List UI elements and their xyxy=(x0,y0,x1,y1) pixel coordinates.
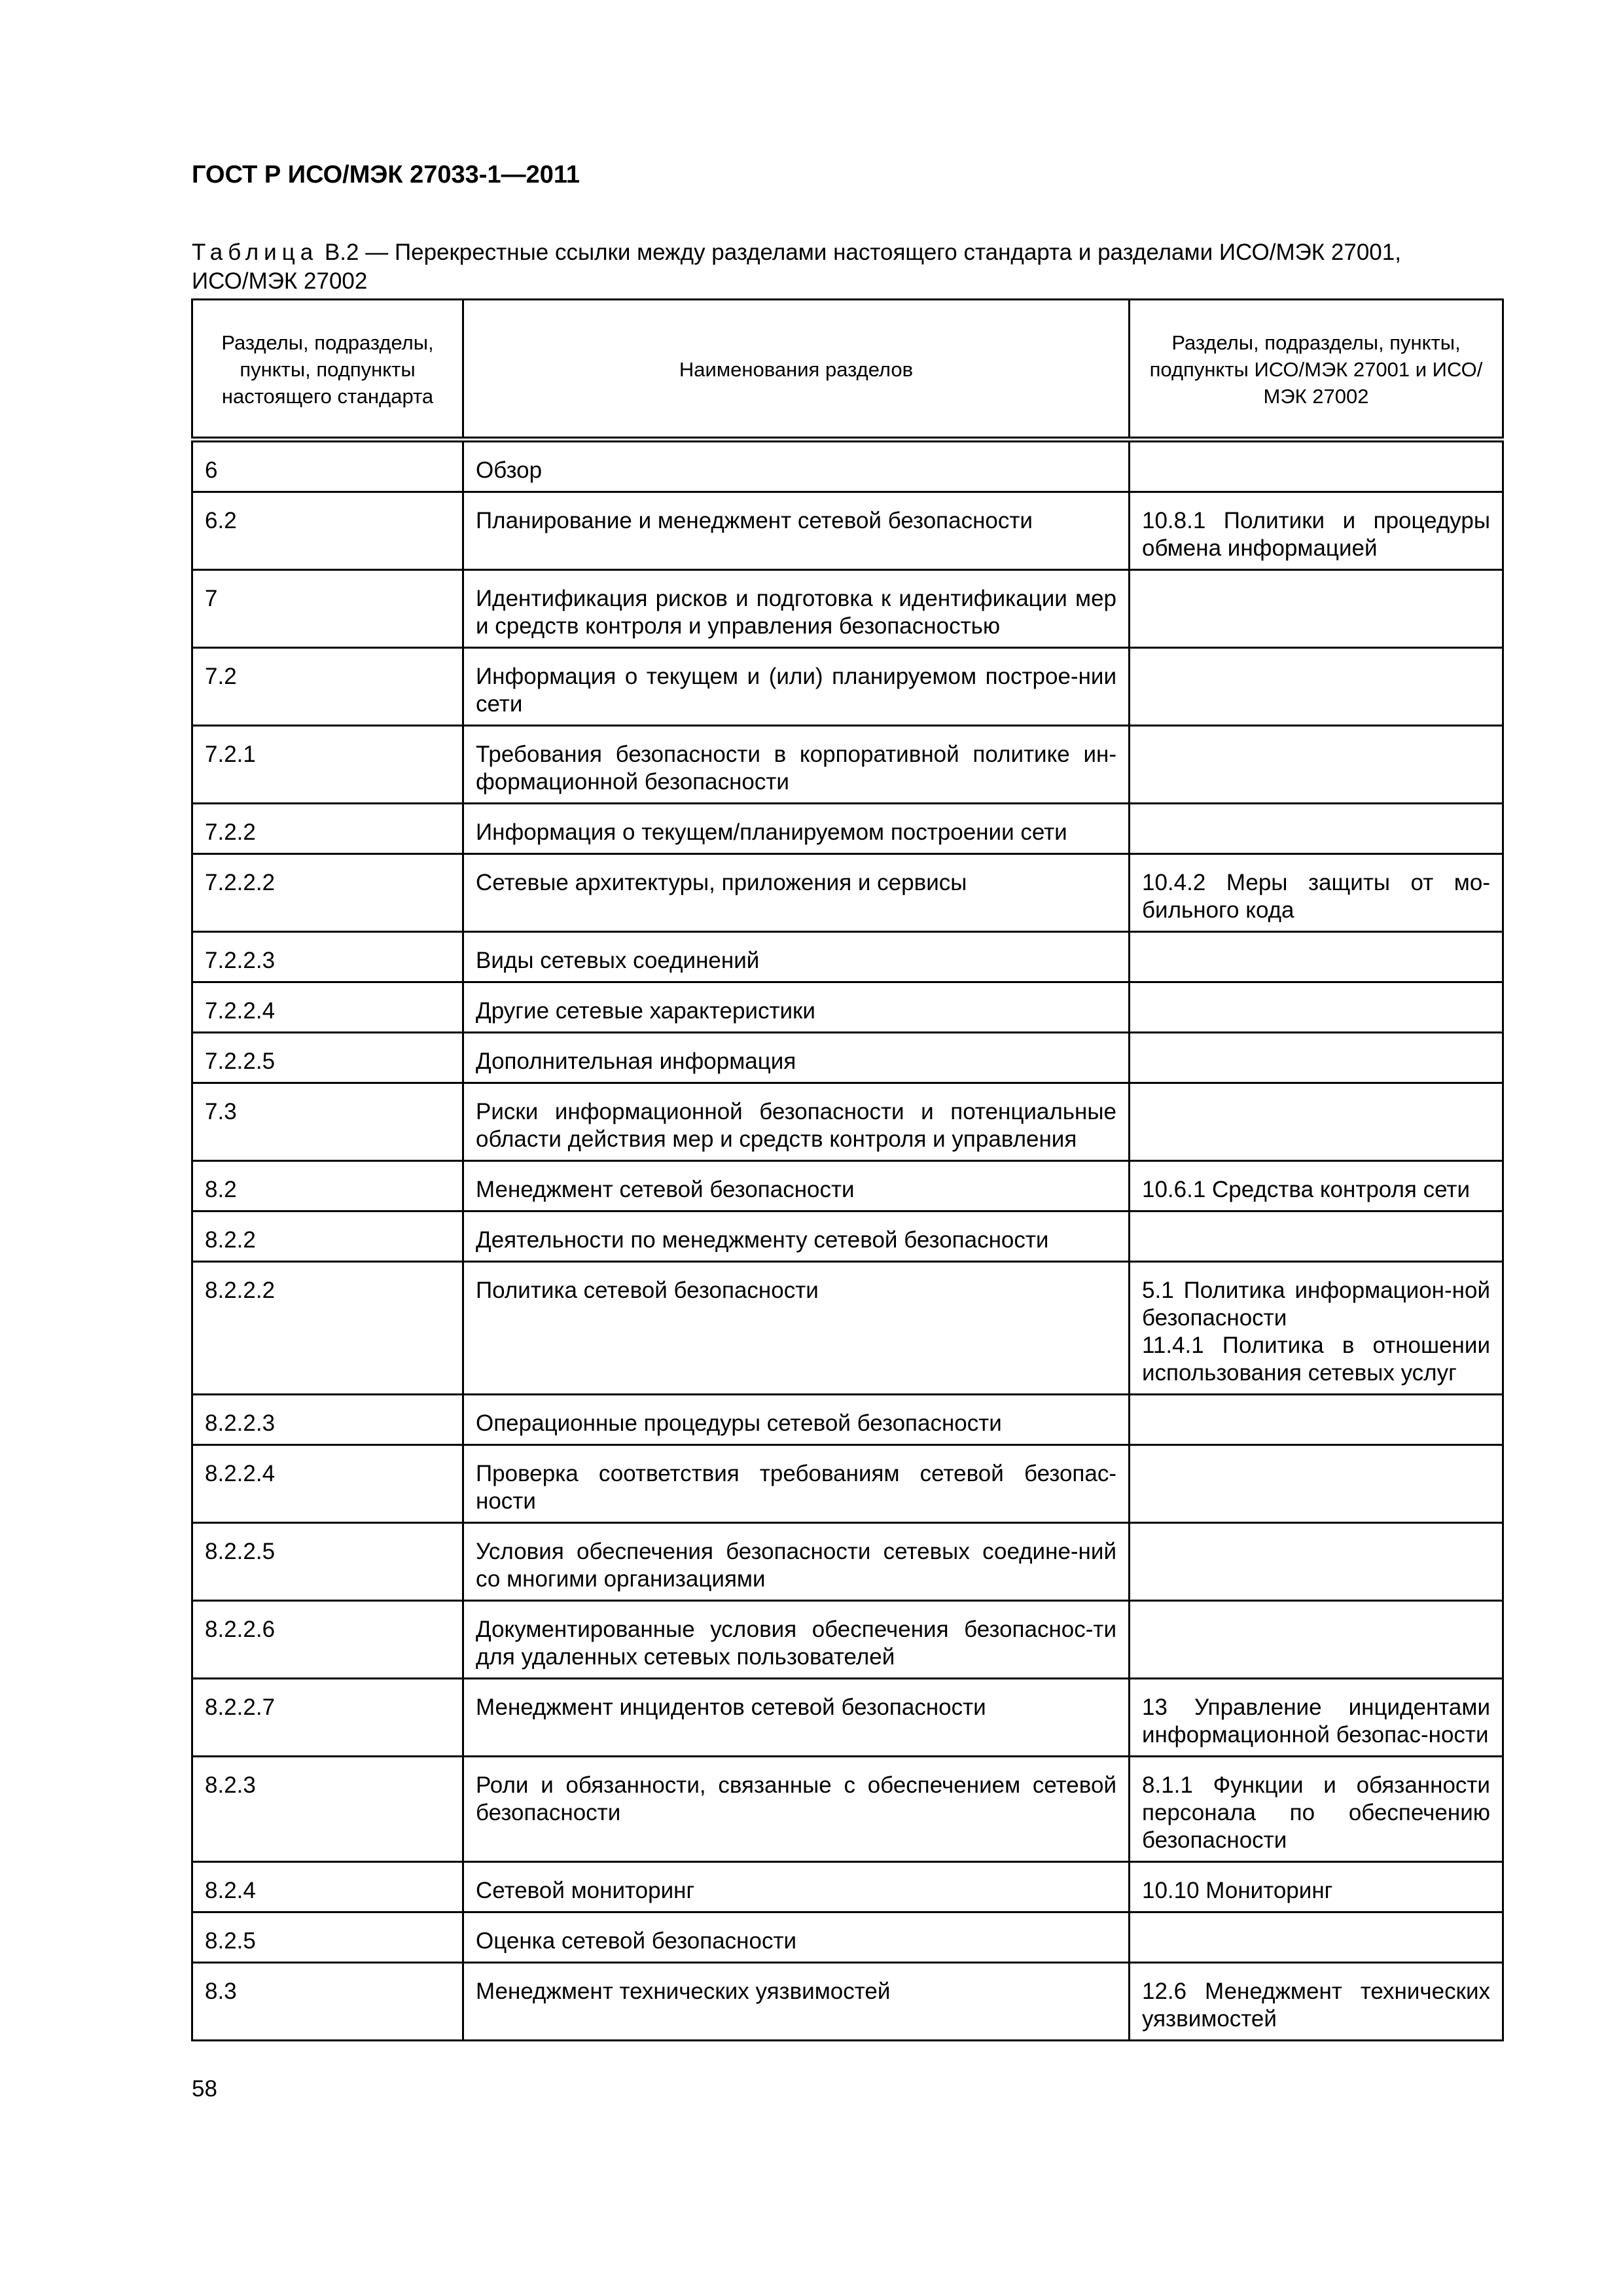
reference-text: 13 Управление инцидентами информационной безопас-ности xyxy=(1142,1695,1490,1748)
section-name-cell: Политика сетевой безопасности xyxy=(463,1262,1130,1395)
reference-cell xyxy=(1130,1161,1503,1211)
section-number-cell: 8.3 xyxy=(192,1963,463,2041)
section-number-cell: 7.2.1 xyxy=(192,726,463,804)
table-row xyxy=(192,492,1503,570)
table-row xyxy=(192,932,1503,982)
table-body xyxy=(192,440,1503,2041)
section-name-cell: Виды сетевых соединений xyxy=(463,932,1130,982)
reference-cell xyxy=(1130,1033,1503,1083)
section-number-cell: 8.2.4 xyxy=(192,1862,463,1912)
reference-text-secondary: 11.4.1 Политика в отношении использования сетевых услуг xyxy=(1142,1333,1490,1386)
reference-cell xyxy=(1130,1963,1503,2041)
section-number-cell: 7.2.2.5 xyxy=(192,1033,463,1083)
section-name-cell: Условия обеспечения безопасности сетевых соедине-ний со многими организациями xyxy=(463,1523,1130,1601)
section-number-cell: 8.2.2.5 xyxy=(192,1523,463,1601)
reference-cell xyxy=(1130,854,1503,932)
section-number-cell: 8.2.2.4 xyxy=(192,1445,463,1523)
reference-cell xyxy=(1130,440,1503,492)
section-name-cell: Менеджмент технических уязвимостей xyxy=(463,1963,1130,2041)
reference-cell xyxy=(1130,1757,1503,1862)
section-number-cell: 7.2.2.4 xyxy=(192,982,463,1033)
section-name-cell: Менеджмент инцидентов сетевой безопасности xyxy=(463,1679,1130,1757)
table-caption-text: В.2 — Перекрестные ссылки между разделами настоящего стандарта и разделами ИСО/МЭК 27001, ИСО/МЭК 27002 xyxy=(192,240,1401,294)
reference-cell xyxy=(1130,1679,1503,1757)
table-row xyxy=(192,1757,1503,1862)
section-number-cell: 6.2 xyxy=(192,492,463,570)
section-name-cell: Сетевой мониторинг xyxy=(463,1862,1130,1912)
reference-cell xyxy=(1130,1912,1503,1963)
reference-cell xyxy=(1130,1601,1503,1679)
section-number-cell: 8.2.3 xyxy=(192,1757,463,1862)
table-row xyxy=(192,1601,1503,1679)
section-name-cell: Информация о текущем/планируемом построении сети xyxy=(463,804,1130,854)
section-name-cell: Деятельности по менеджменту сетевой безопасности xyxy=(463,1211,1130,1262)
section-number-cell: 8.2.2.7 xyxy=(192,1679,463,1757)
section-number-cell: 8.2.5 xyxy=(192,1912,463,1963)
reference-cell xyxy=(1130,1262,1503,1395)
section-name-cell: Оценка сетевой безопасности xyxy=(463,1912,1130,1963)
reference-text: 10.4.2 Меры защиты от мо-бильного кода xyxy=(1142,870,1490,923)
table-row xyxy=(192,570,1503,648)
section-number-cell: 7.3 xyxy=(192,1083,463,1161)
reference-cell xyxy=(1130,1083,1503,1161)
reference-text: 12.6 Менеджмент технических уязвимостей xyxy=(1142,1979,1490,2032)
table-row xyxy=(192,982,1503,1033)
section-name-cell: Менеджмент сетевой безопасности xyxy=(463,1161,1130,1211)
reference-text: 10.6.1 Средства контроля сети xyxy=(1142,1177,1470,1202)
table-row xyxy=(192,440,1503,492)
section-name-cell: Документированные условия обеспечения безопаснос-ти для удаленных сетевых пользователей xyxy=(463,1601,1130,1679)
reference-cell xyxy=(1130,1395,1503,1445)
table-row xyxy=(192,1445,1503,1523)
table-header-row xyxy=(192,300,1503,440)
reference-cell xyxy=(1130,982,1503,1033)
section-number-cell: 8.2.2.2 xyxy=(192,1262,463,1395)
section-name-cell: Обзор xyxy=(463,440,1130,492)
section-number-cell: 7.2.2.3 xyxy=(192,932,463,982)
table-row xyxy=(192,726,1503,804)
reference-cell xyxy=(1130,726,1503,804)
section-name-cell: Риски информационной безопасности и потенциальные области действия мер и средств контроля и управления xyxy=(463,1083,1130,1161)
section-number-cell: 8.2 xyxy=(192,1161,463,1211)
table-row xyxy=(192,1211,1503,1262)
column-header-section: Разделы, подразделы, пункты, подпункты настоящего стандарта xyxy=(192,300,463,440)
table-row xyxy=(192,854,1503,932)
section-number-cell: 7 xyxy=(192,570,463,648)
table-row xyxy=(192,1395,1503,1445)
reference-cell xyxy=(1130,1862,1503,1912)
section-name-cell: Информация о текущем и (или) планируемом построе-нии сети xyxy=(463,648,1130,726)
column-header-reference: Разделы, подразделы, пункты, подпункты ИСО/МЭК 27001 и ИСО/МЭК 27002 xyxy=(1130,300,1503,440)
table-row xyxy=(192,1963,1503,2041)
reference-cell xyxy=(1130,570,1503,648)
table-row xyxy=(192,648,1503,726)
cross-reference-table xyxy=(191,298,1504,2041)
table-row xyxy=(192,1161,1503,1211)
page-number: 58 xyxy=(192,2076,217,2102)
section-number-cell: 8.2.2.3 xyxy=(192,1395,463,1445)
reference-cell xyxy=(1130,1523,1503,1601)
section-name-cell: Другие сетевые характеристики xyxy=(463,982,1130,1033)
reference-cell xyxy=(1130,804,1503,854)
reference-text: 8.1.1 Функции и обязанности персонала по обеспечению безопасности xyxy=(1142,1772,1490,1853)
reference-cell xyxy=(1130,932,1503,982)
reference-cell xyxy=(1130,1211,1503,1262)
section-number-cell: 7.2 xyxy=(192,648,463,726)
section-number-cell: 8.2.2.6 xyxy=(192,1601,463,1679)
reference-cell xyxy=(1130,1445,1503,1523)
section-number-cell: 8.2.2 xyxy=(192,1211,463,1262)
section-name-cell: Планирование и менеджмент сетевой безопасности xyxy=(463,492,1130,570)
reference-text: 10.10 Мониторинг xyxy=(1142,1878,1333,1903)
table-row xyxy=(192,804,1503,854)
document-header: ГОСТ Р ИСО/МЭК 27033-1—2011 xyxy=(192,161,580,188)
table-row xyxy=(192,1033,1503,1083)
section-name-cell: Требования безопасности в корпоративной политике ин-формационной безопасности xyxy=(463,726,1130,804)
section-name-cell: Идентификация рисков и подготовка к идентификации мер и средств контроля и управления безопасностью xyxy=(463,570,1130,648)
section-name-cell: Операционные процедуры сетевой безопасности xyxy=(463,1395,1130,1445)
section-name-cell: Сетевые архитектуры, приложения и сервисы xyxy=(463,854,1130,932)
section-name-cell: Дополнительная информация xyxy=(463,1033,1130,1083)
section-number-cell: 7.2.2 xyxy=(192,804,463,854)
section-name-cell: Роли и обязанности, связанные с обеспечением сетевой безопасности xyxy=(463,1757,1130,1862)
table-caption-label: Таблица xyxy=(192,240,319,265)
section-number-cell: 7.2.2.2 xyxy=(192,854,463,932)
table-row xyxy=(192,1083,1503,1161)
section-name-cell: Проверка соответствия требованиям сетевой безопас-ности xyxy=(463,1445,1130,1523)
table-caption xyxy=(192,238,1435,296)
column-header-name: Наименования разделов xyxy=(463,300,1130,440)
reference-text: 5.1 Политика информацион-ной безопасности xyxy=(1142,1278,1490,1331)
reference-cell xyxy=(1130,648,1503,726)
table-row xyxy=(192,1523,1503,1601)
section-number-cell: 6 xyxy=(192,440,463,492)
table-row xyxy=(192,1912,1503,1963)
table-row xyxy=(192,1262,1503,1395)
table-row xyxy=(192,1862,1503,1912)
table-row xyxy=(192,1679,1503,1757)
reference-cell xyxy=(1130,492,1503,570)
reference-text: 10.8.1 Политики и процедуры обмена информацией xyxy=(1142,508,1490,561)
